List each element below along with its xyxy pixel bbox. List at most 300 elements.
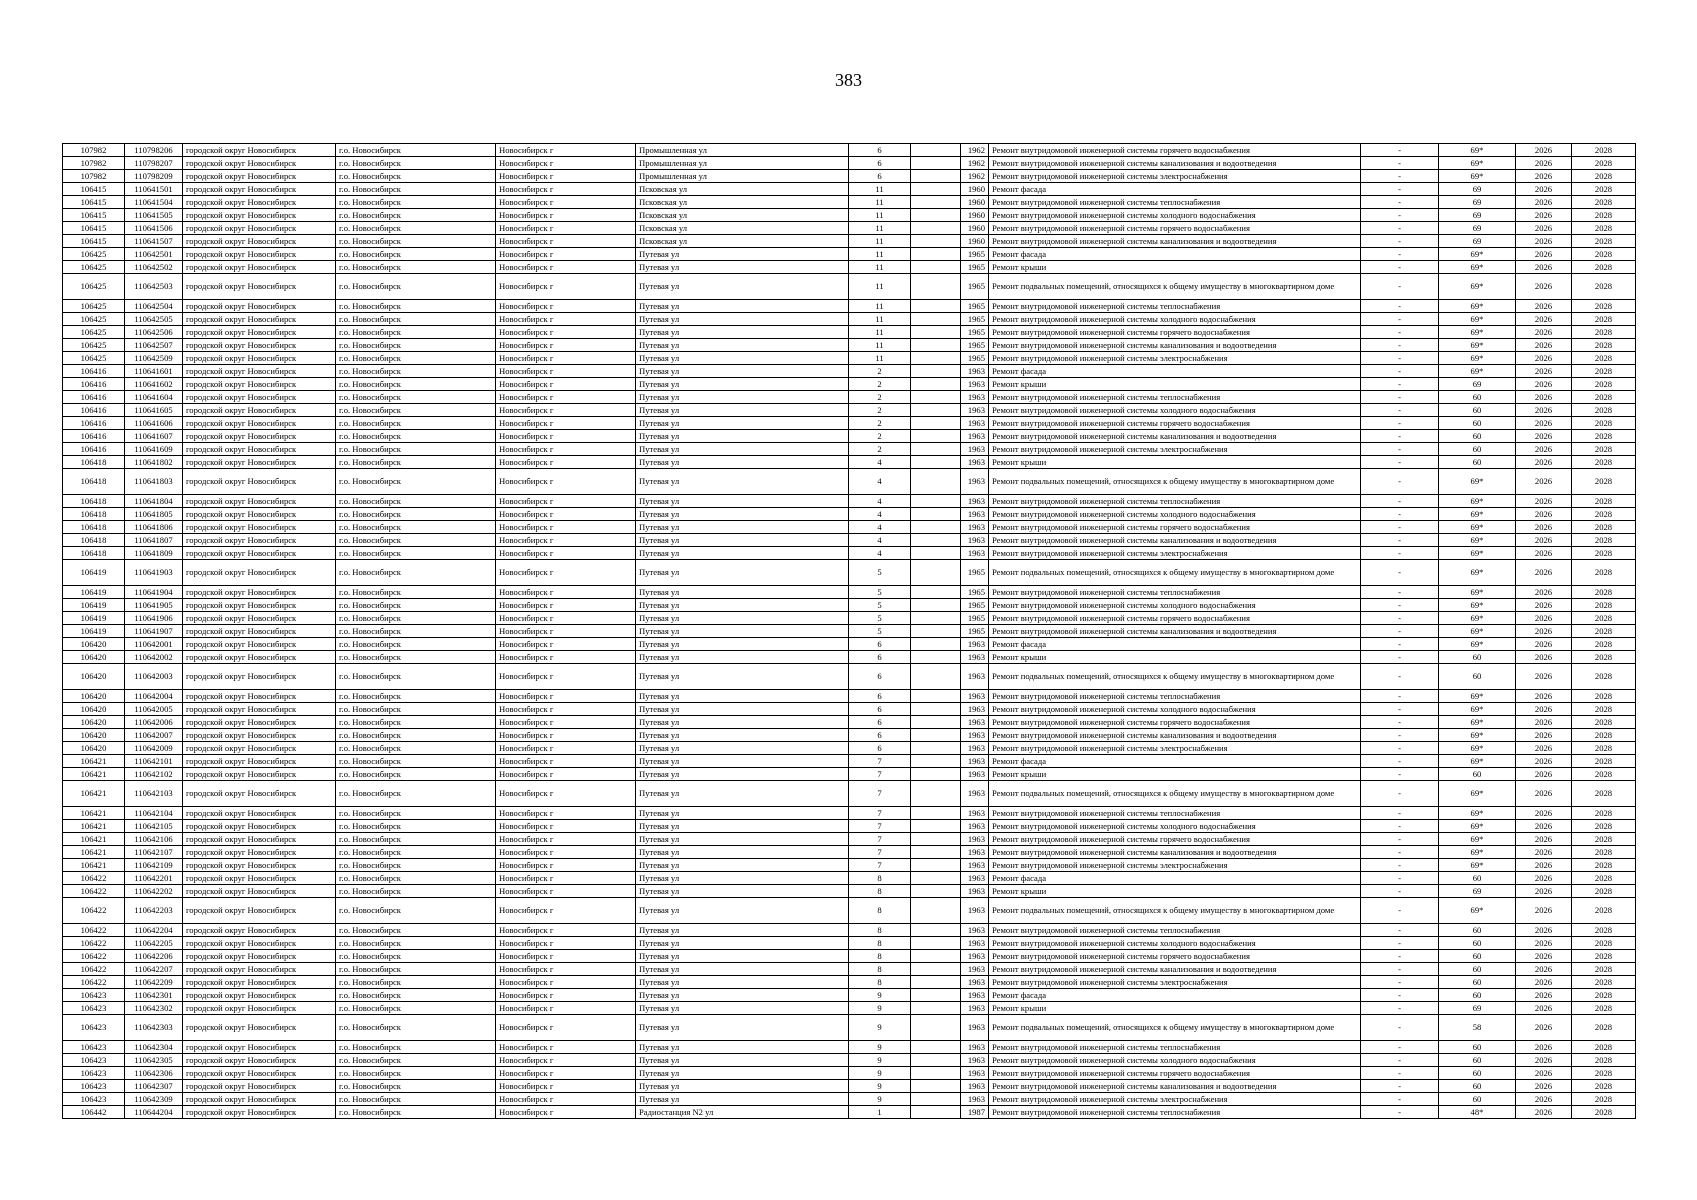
- cell-house-id: 107982: [63, 144, 125, 157]
- cell-year-built: 1963: [961, 664, 989, 690]
- cell-plan-start-year: 2026: [1516, 963, 1572, 976]
- cell-house-number: 4: [849, 547, 911, 560]
- cell-municipality: городской округ Новосибирск: [183, 235, 336, 248]
- table-row: [63, 924, 1636, 937]
- cell-building: [911, 274, 961, 300]
- cell-house-number: 11: [849, 235, 911, 248]
- cell-plan-start-year: 2026: [1516, 209, 1572, 222]
- table-row: [63, 508, 1636, 521]
- cell-house-id: 106421: [63, 859, 125, 872]
- table-row: [63, 196, 1636, 209]
- cell-plan-start-year: 2026: [1516, 534, 1572, 547]
- cell-work-id: 110642305: [125, 1054, 183, 1067]
- table-row: [63, 768, 1636, 781]
- cell-year-built: 1963: [961, 872, 989, 885]
- cell-building: [911, 300, 961, 313]
- cell-year-built: 1965: [961, 261, 989, 274]
- table-row: [63, 391, 1636, 404]
- cell-house-id: 106418: [63, 495, 125, 508]
- cell-municipality: городской округ Новосибирск: [183, 807, 336, 820]
- cell-deterioration: 69: [1439, 183, 1516, 196]
- cell-house-id: 106425: [63, 339, 125, 352]
- cell-settlement: Новосибирск г: [496, 885, 636, 898]
- cell-plan-start-year: 2026: [1516, 807, 1572, 820]
- cell-municipality: городской округ Новосибирск: [183, 989, 336, 1002]
- cell-municipality: городской округ Новосибирск: [183, 326, 336, 339]
- cell-building: [911, 872, 961, 885]
- cell-house-id: 106416: [63, 404, 125, 417]
- cell-work-id: 110641506: [125, 222, 183, 235]
- cell-street: Путевая ул: [636, 495, 849, 508]
- cell-street: Псковская ул: [636, 183, 849, 196]
- table-row: [63, 209, 1636, 222]
- cell-plan-end-year: 2028: [1572, 963, 1636, 976]
- cell-municipality: городской округ Новосибирск: [183, 599, 336, 612]
- cell-municipality: городской округ Новосибирск: [183, 651, 336, 664]
- table-row: [63, 807, 1636, 820]
- cell-house-number: 2: [849, 391, 911, 404]
- cell-settlement: Новосибирск г: [496, 768, 636, 781]
- table-row: [63, 898, 1636, 924]
- cell-separator: -: [1361, 495, 1439, 508]
- cell-street: Путевая ул: [636, 248, 849, 261]
- cell-work-type: Ремонт фасада: [989, 248, 1361, 261]
- cell-plan-end-year: 2028: [1572, 547, 1636, 560]
- cell-deterioration: 69*: [1439, 495, 1516, 508]
- cell-house-id: 106423: [63, 1093, 125, 1106]
- cell-street: Путевая ул: [636, 729, 849, 742]
- cell-work-id: 110642109: [125, 859, 183, 872]
- cell-street: Путевая ул: [636, 820, 849, 833]
- cell-work-type: Ремонт внутридомовой инженерной системы теплоснабжения: [989, 924, 1361, 937]
- cell-plan-end-year: 2028: [1572, 170, 1636, 183]
- cell-house-number: 6: [849, 690, 911, 703]
- cell-plan-end-year: 2028: [1572, 274, 1636, 300]
- cell-municipality: городской округ Новосибирск: [183, 742, 336, 755]
- cell-year-built: 1963: [961, 950, 989, 963]
- cell-work-type: Ремонт внутридомовой инженерной системы теплоснабжения: [989, 690, 1361, 703]
- cell-separator: -: [1361, 261, 1439, 274]
- cell-settlement: Новосибирск г: [496, 560, 636, 586]
- cell-year-built: 1963: [961, 820, 989, 833]
- cell-plan-end-year: 2028: [1572, 950, 1636, 963]
- cell-building: [911, 443, 961, 456]
- cell-house-id: 106420: [63, 664, 125, 690]
- table-row: [63, 365, 1636, 378]
- cell-settlement: Новосибирск г: [496, 716, 636, 729]
- cell-house-id: 106425: [63, 248, 125, 261]
- cell-street: Путевая ул: [636, 885, 849, 898]
- cell-work-id: 110641806: [125, 521, 183, 534]
- table-row: [63, 664, 1636, 690]
- cell-municipality: городской округ Новосибирск: [183, 755, 336, 768]
- cell-separator: -: [1361, 274, 1439, 300]
- cell-work-id: 110641906: [125, 612, 183, 625]
- cell-city-district: г.о. Новосибирск: [336, 443, 496, 456]
- cell-city-district: г.о. Новосибирск: [336, 144, 496, 157]
- cell-house-number: 7: [849, 833, 911, 846]
- cell-house-number: 11: [849, 300, 911, 313]
- table-row: [63, 937, 1636, 950]
- cell-house-number: 6: [849, 157, 911, 170]
- cell-municipality: городской округ Новосибирск: [183, 339, 336, 352]
- table-row: [63, 820, 1636, 833]
- table-row: [63, 378, 1636, 391]
- cell-plan-end-year: 2028: [1572, 508, 1636, 521]
- cell-street: Псковская ул: [636, 235, 849, 248]
- cell-separator: -: [1361, 989, 1439, 1002]
- cell-settlement: Новосибирск г: [496, 690, 636, 703]
- cell-plan-end-year: 2028: [1572, 612, 1636, 625]
- cell-separator: -: [1361, 1080, 1439, 1093]
- cell-street: Путевая ул: [636, 586, 849, 599]
- cell-plan-start-year: 2026: [1516, 417, 1572, 430]
- cell-deterioration: 69*: [1439, 521, 1516, 534]
- cell-city-district: г.о. Новосибирск: [336, 274, 496, 300]
- cell-work-type: Ремонт подвальных помещений, относящихся к общему имуществу в многоквартирном доме: [989, 664, 1361, 690]
- table-row: [63, 248, 1636, 261]
- cell-work-id: 110642501: [125, 248, 183, 261]
- cell-street: Путевая ул: [636, 651, 849, 664]
- cell-year-built: 1962: [961, 144, 989, 157]
- cell-work-id: 110641903: [125, 560, 183, 586]
- cell-deterioration: 69*: [1439, 846, 1516, 859]
- table-row: [63, 742, 1636, 755]
- table-row: [63, 521, 1636, 534]
- cell-municipality: городской округ Новосибирск: [183, 378, 336, 391]
- cell-separator: -: [1361, 924, 1439, 937]
- cell-year-built: 1963: [961, 768, 989, 781]
- cell-work-type: Ремонт внутридомовой инженерной системы канализования и водоотведения: [989, 430, 1361, 443]
- cell-house-id: 106425: [63, 352, 125, 365]
- cell-building: [911, 209, 961, 222]
- cell-city-district: г.о. Новосибирск: [336, 469, 496, 495]
- cell-house-id: 106421: [63, 846, 125, 859]
- cell-plan-start-year: 2026: [1516, 950, 1572, 963]
- cell-plan-end-year: 2028: [1572, 898, 1636, 924]
- cell-plan-start-year: 2026: [1516, 378, 1572, 391]
- cell-plan-start-year: 2026: [1516, 261, 1572, 274]
- cell-work-id: 110641602: [125, 378, 183, 391]
- cell-plan-end-year: 2028: [1572, 417, 1636, 430]
- cell-municipality: городской округ Новосибирск: [183, 898, 336, 924]
- cell-separator: -: [1361, 170, 1439, 183]
- cell-building: [911, 612, 961, 625]
- cell-city-district: г.о. Новосибирск: [336, 1106, 496, 1119]
- cell-work-type: Ремонт внутридомовой инженерной системы канализования и водоотведения: [989, 157, 1361, 170]
- cell-house-id: 106416: [63, 391, 125, 404]
- cell-year-built: 1960: [961, 235, 989, 248]
- cell-settlement: Новосибирск г: [496, 1002, 636, 1015]
- cell-plan-end-year: 2028: [1572, 521, 1636, 534]
- cell-work-type: Ремонт подвальных помещений, относящихся к общему имуществу в многоквартирном доме: [989, 560, 1361, 586]
- cell-work-id: 110642505: [125, 313, 183, 326]
- cell-separator: -: [1361, 378, 1439, 391]
- cell-plan-start-year: 2026: [1516, 170, 1572, 183]
- cell-year-built: 1962: [961, 157, 989, 170]
- cell-plan-start-year: 2026: [1516, 157, 1572, 170]
- table-row: [63, 612, 1636, 625]
- cell-work-type: Ремонт внутридомовой инженерной системы теплоснабжения: [989, 300, 1361, 313]
- cell-plan-start-year: 2026: [1516, 1041, 1572, 1054]
- cell-settlement: Новосибирск г: [496, 261, 636, 274]
- cell-building: [911, 963, 961, 976]
- cell-plan-start-year: 2026: [1516, 976, 1572, 989]
- cell-plan-end-year: 2028: [1572, 846, 1636, 859]
- cell-city-district: г.о. Новосибирск: [336, 612, 496, 625]
- table-row: [63, 352, 1636, 365]
- cell-city-district: г.о. Новосибирск: [336, 365, 496, 378]
- cell-separator: -: [1361, 755, 1439, 768]
- cell-building: [911, 755, 961, 768]
- cell-work-type: Ремонт внутридомовой инженерной системы холодного водоснабжения: [989, 313, 1361, 326]
- cell-city-district: г.о. Новосибирск: [336, 586, 496, 599]
- cell-plan-start-year: 2026: [1516, 521, 1572, 534]
- cell-settlement: Новосибирск г: [496, 456, 636, 469]
- table-row: [63, 261, 1636, 274]
- cell-city-district: г.о. Новосибирск: [336, 183, 496, 196]
- cell-city-district: г.о. Новосибирск: [336, 378, 496, 391]
- cell-work-id: 110642106: [125, 833, 183, 846]
- cell-house-number: 8: [849, 937, 911, 950]
- cell-building: [911, 638, 961, 651]
- cell-year-built: 1963: [961, 989, 989, 1002]
- cell-work-id: 110641607: [125, 430, 183, 443]
- cell-plan-end-year: 2028: [1572, 1002, 1636, 1015]
- cell-work-type: Ремонт фасада: [989, 989, 1361, 1002]
- cell-building: [911, 885, 961, 898]
- cell-house-number: 11: [849, 196, 911, 209]
- cell-municipality: городской округ Новосибирск: [183, 1041, 336, 1054]
- cell-plan-end-year: 2028: [1572, 1015, 1636, 1041]
- cell-plan-end-year: 2028: [1572, 664, 1636, 690]
- cell-plan-end-year: 2028: [1572, 599, 1636, 612]
- cell-plan-start-year: 2026: [1516, 222, 1572, 235]
- cell-municipality: городской округ Новосибирск: [183, 1054, 336, 1067]
- cell-house-id: 106423: [63, 1067, 125, 1080]
- cell-separator: -: [1361, 898, 1439, 924]
- cell-separator: -: [1361, 1015, 1439, 1041]
- cell-deterioration: 48*: [1439, 1106, 1516, 1119]
- cell-house-number: 8: [849, 872, 911, 885]
- cell-plan-end-year: 2028: [1572, 339, 1636, 352]
- cell-deterioration: 60: [1439, 651, 1516, 664]
- cell-municipality: городской округ Новосибирск: [183, 703, 336, 716]
- table-row: [63, 326, 1636, 339]
- cell-settlement: Новосибирск г: [496, 898, 636, 924]
- cell-work-type: Ремонт внутридомовой инженерной системы электроснабжения: [989, 859, 1361, 872]
- cell-city-district: г.о. Новосибирск: [336, 534, 496, 547]
- cell-plan-start-year: 2026: [1516, 1054, 1572, 1067]
- cell-city-district: г.о. Новосибирск: [336, 859, 496, 872]
- cell-work-id: 110641805: [125, 508, 183, 521]
- cell-house-number: 8: [849, 924, 911, 937]
- table-row: [63, 560, 1636, 586]
- cell-house-number: 5: [849, 560, 911, 586]
- cell-settlement: Новосибирск г: [496, 1093, 636, 1106]
- cell-house-id: 106423: [63, 1080, 125, 1093]
- cell-work-id: 110642504: [125, 300, 183, 313]
- cell-settlement: Новосибирск г: [496, 1067, 636, 1080]
- cell-work-id: 110642206: [125, 950, 183, 963]
- cell-city-district: г.о. Новосибирск: [336, 950, 496, 963]
- cell-settlement: Новосибирск г: [496, 170, 636, 183]
- cell-house-number: 9: [849, 1054, 911, 1067]
- cell-settlement: Новосибирск г: [496, 807, 636, 820]
- cell-deterioration: 69*: [1439, 859, 1516, 872]
- cell-street: Путевая ул: [636, 378, 849, 391]
- cell-deterioration: 69*: [1439, 625, 1516, 638]
- cell-street: Путевая ул: [636, 352, 849, 365]
- cell-separator: -: [1361, 963, 1439, 976]
- cell-house-number: 6: [849, 716, 911, 729]
- cell-work-type: Ремонт внутридомовой инженерной системы электроснабжения: [989, 547, 1361, 560]
- cell-work-type: Ремонт внутридомовой инженерной системы холодного водоснабжения: [989, 703, 1361, 716]
- cell-settlement: Новосибирск г: [496, 469, 636, 495]
- cell-house-number: 11: [849, 209, 911, 222]
- cell-municipality: городской округ Новосибирск: [183, 391, 336, 404]
- cell-plan-start-year: 2026: [1516, 391, 1572, 404]
- cell-house-id: 106420: [63, 703, 125, 716]
- cell-deterioration: 69*: [1439, 274, 1516, 300]
- cell-plan-start-year: 2026: [1516, 625, 1572, 638]
- cell-deterioration: 69*: [1439, 144, 1516, 157]
- cell-plan-start-year: 2026: [1516, 742, 1572, 755]
- cell-settlement: Новосибирск г: [496, 274, 636, 300]
- cell-municipality: городской округ Новосибирск: [183, 404, 336, 417]
- cell-deterioration: 69*: [1439, 157, 1516, 170]
- cell-deterioration: 60: [1439, 404, 1516, 417]
- cell-work-type: Ремонт внутридомовой инженерной системы канализования и водоотведения: [989, 963, 1361, 976]
- cell-work-type: Ремонт внутридомовой инженерной системы горячего водоснабжения: [989, 417, 1361, 430]
- cell-building: [911, 391, 961, 404]
- cell-plan-end-year: 2028: [1572, 157, 1636, 170]
- table-row: [63, 599, 1636, 612]
- cell-building: [911, 729, 961, 742]
- cell-plan-end-year: 2028: [1572, 1093, 1636, 1106]
- cell-work-type: Ремонт внутридомовой инженерной системы горячего водоснабжения: [989, 326, 1361, 339]
- cell-municipality: городской округ Новосибирск: [183, 222, 336, 235]
- cell-municipality: городской округ Новосибирск: [183, 872, 336, 885]
- table-body: [63, 144, 1636, 1119]
- cell-municipality: городской округ Новосибирск: [183, 495, 336, 508]
- cell-work-id: 110642102: [125, 768, 183, 781]
- cell-settlement: Новосибирск г: [496, 365, 636, 378]
- cell-plan-end-year: 2028: [1572, 976, 1636, 989]
- cell-municipality: городской округ Новосибирск: [183, 885, 336, 898]
- cell-settlement: Новосибирск г: [496, 625, 636, 638]
- cell-settlement: Новосибирск г: [496, 157, 636, 170]
- cell-work-type: Ремонт подвальных помещений, относящихся к общему имуществу в многоквартирном доме: [989, 469, 1361, 495]
- cell-plan-end-year: 2028: [1572, 443, 1636, 456]
- cell-street: Путевая ул: [636, 599, 849, 612]
- cell-work-type: Ремонт внутридомовой инженерной системы электроснабжения: [989, 352, 1361, 365]
- cell-deterioration: 69*: [1439, 729, 1516, 742]
- cell-municipality: городской округ Новосибирск: [183, 469, 336, 495]
- cell-house-number: 9: [849, 1093, 911, 1106]
- cell-separator: -: [1361, 235, 1439, 248]
- cell-street: Путевая ул: [636, 833, 849, 846]
- cell-work-type: Ремонт внутридомовой инженерной системы горячего водоснабжения: [989, 833, 1361, 846]
- cell-house-id: 106420: [63, 742, 125, 755]
- cell-year-built: 1963: [961, 391, 989, 404]
- table-row: [63, 651, 1636, 664]
- cell-plan-end-year: 2028: [1572, 495, 1636, 508]
- cell-city-district: г.о. Новосибирск: [336, 768, 496, 781]
- cell-building: [911, 378, 961, 391]
- cell-plan-end-year: 2028: [1572, 560, 1636, 586]
- cell-deterioration: 69*: [1439, 508, 1516, 521]
- cell-separator: -: [1361, 157, 1439, 170]
- cell-year-built: 1963: [961, 521, 989, 534]
- cell-house-id: 106423: [63, 1015, 125, 1041]
- cell-street: Путевая ул: [636, 261, 849, 274]
- cell-work-id: 110642103: [125, 781, 183, 807]
- cell-plan-end-year: 2028: [1572, 872, 1636, 885]
- cell-plan-end-year: 2028: [1572, 1067, 1636, 1080]
- cell-plan-start-year: 2026: [1516, 768, 1572, 781]
- cell-deterioration: 69*: [1439, 755, 1516, 768]
- cell-separator: -: [1361, 248, 1439, 261]
- cell-year-built: 1960: [961, 209, 989, 222]
- cell-house-number: 11: [849, 261, 911, 274]
- cell-building: [911, 196, 961, 209]
- cell-house-number: 2: [849, 443, 911, 456]
- cell-year-built: 1963: [961, 1067, 989, 1080]
- cell-municipality: городской округ Новосибирск: [183, 274, 336, 300]
- cell-municipality: городской округ Новосибирск: [183, 976, 336, 989]
- table-row: [63, 586, 1636, 599]
- cell-municipality: городской округ Новосибирск: [183, 365, 336, 378]
- cell-deterioration: 69*: [1439, 716, 1516, 729]
- cell-street: Путевая ул: [636, 755, 849, 768]
- cell-work-type: Ремонт внутридомовой инженерной системы теплоснабжения: [989, 1041, 1361, 1054]
- cell-building: [911, 898, 961, 924]
- cell-house-number: 6: [849, 144, 911, 157]
- cell-settlement: Новосибирск г: [496, 664, 636, 690]
- cell-plan-end-year: 2028: [1572, 690, 1636, 703]
- cell-building: [911, 469, 961, 495]
- cell-plan-start-year: 2026: [1516, 339, 1572, 352]
- cell-year-built: 1963: [961, 469, 989, 495]
- cell-year-built: 1965: [961, 248, 989, 261]
- cell-year-built: 1963: [961, 417, 989, 430]
- cell-deterioration: 60: [1439, 924, 1516, 937]
- cell-separator: -: [1361, 521, 1439, 534]
- cell-plan-start-year: 2026: [1516, 1106, 1572, 1119]
- cell-city-district: г.о. Новосибирск: [336, 209, 496, 222]
- cell-city-district: г.о. Новосибирск: [336, 690, 496, 703]
- cell-municipality: городской округ Новосибирск: [183, 1106, 336, 1119]
- cell-year-built: 1963: [961, 443, 989, 456]
- table-row: [63, 1002, 1636, 1015]
- cell-building: [911, 456, 961, 469]
- cell-plan-end-year: 2028: [1572, 352, 1636, 365]
- cell-work-type: Ремонт крыши: [989, 768, 1361, 781]
- cell-year-built: 1963: [961, 729, 989, 742]
- cell-street: Путевая ул: [636, 339, 849, 352]
- cell-work-id: 110641609: [125, 443, 183, 456]
- cell-work-type: Ремонт внутридомовой инженерной системы теплоснабжения: [989, 196, 1361, 209]
- cell-separator: -: [1361, 417, 1439, 430]
- cell-work-type: Ремонт фасада: [989, 365, 1361, 378]
- table-row: [63, 1093, 1636, 1106]
- cell-city-district: г.о. Новосибирск: [336, 755, 496, 768]
- cell-city-district: г.о. Новосибирск: [336, 261, 496, 274]
- cell-house-id: 106421: [63, 820, 125, 833]
- cell-plan-start-year: 2026: [1516, 989, 1572, 1002]
- cell-work-type: Ремонт внутридомовой инженерной системы канализования и водоотведения: [989, 534, 1361, 547]
